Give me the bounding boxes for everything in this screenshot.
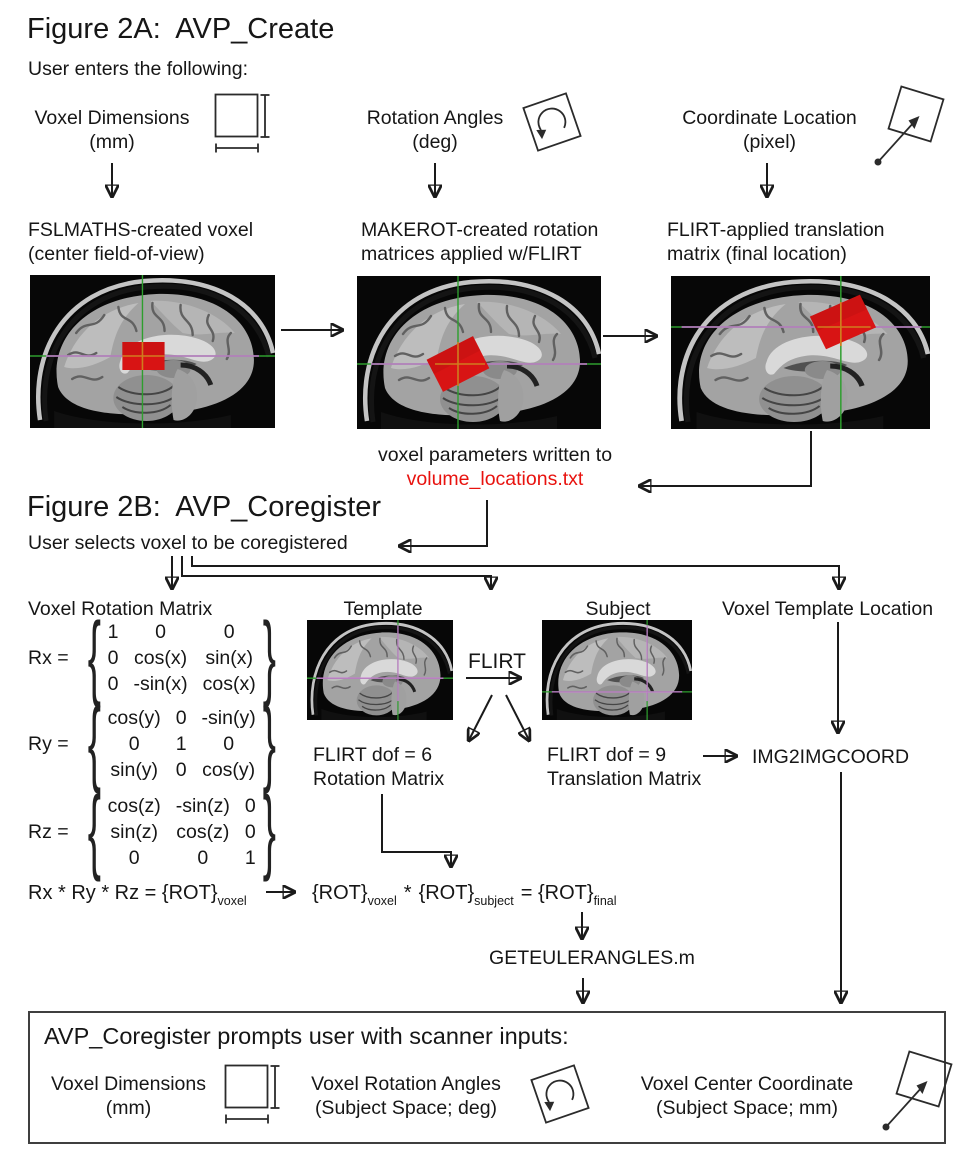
matrix-cell: 1 — [107, 621, 119, 643]
matrix-cell: cos(y) — [107, 707, 161, 729]
matrix-label: Rz = — [28, 820, 69, 843]
matrix-cell: 0 — [223, 621, 235, 643]
prompt-item-unit: (mm) — [105, 1097, 152, 1119]
dof-line: FLIRT dof = 6 — [313, 744, 433, 766]
arrow-note-to-coregister — [400, 500, 487, 546]
note-text: voxel parameters written to — [377, 444, 613, 466]
matrix-cell: 0 — [107, 647, 119, 669]
voxel-parameters-note — [345, 443, 645, 491]
matrix-cells — [107, 619, 257, 697]
equation-rhs — [312, 880, 617, 908]
step-line: matrix (final location) — [667, 243, 847, 265]
coordinate-location-icon — [866, 84, 948, 170]
dof-line: Rotation Matrix — [313, 768, 445, 790]
label-voxel-rotation-matrix: Voxel Rotation Matrix — [28, 598, 213, 620]
rotation-angles-icon — [524, 1058, 596, 1130]
matrix-cell: 0 — [128, 847, 140, 869]
matrix-cell: 0 — [107, 673, 119, 695]
label-flirt: FLIRT — [468, 650, 526, 673]
equation-lhs — [28, 880, 247, 908]
step-line: (center field-of-view) — [28, 243, 205, 265]
prompt-item-unit: (Subject Space; mm) — [655, 1097, 839, 1119]
matrix-cell: 1 — [244, 847, 256, 869]
equation-text: {ROT} — [418, 882, 475, 904]
equation-subscript: voxel — [217, 894, 247, 908]
matrix-cell: 1 — [175, 733, 187, 755]
matrix-cell: sin(y) — [110, 759, 159, 781]
branch-line-to-flirt — [182, 556, 491, 588]
matrix-cell: 0 — [175, 707, 187, 729]
label-subject: Subject — [585, 598, 651, 620]
step-fslmaths — [28, 218, 253, 266]
matrix-cell: cos(x) — [202, 673, 256, 695]
input-label: Coordinate Location — [682, 107, 857, 129]
matrix-cell: cos(y) — [202, 759, 256, 781]
step-line: matrices applied w/FLIRT — [361, 243, 582, 265]
matrix-cell: 0 — [244, 821, 256, 843]
label-voxel-template-location: Voxel Template Location — [722, 598, 934, 620]
brain-mri-subject — [542, 620, 692, 720]
matrix-cell: 0 — [175, 759, 187, 781]
matrix-cell: 0 — [128, 733, 140, 755]
input-voxel-dimensions — [22, 106, 202, 154]
prompt-item-voxel-center-coordinate — [626, 1072, 868, 1120]
matrix-label: Ry = — [28, 732, 69, 755]
equation-times: * — [403, 882, 412, 904]
voxel-overlay — [122, 342, 164, 370]
matrix-cell: 0 — [197, 847, 209, 869]
branch-line-to-voxel-template-location — [192, 556, 839, 588]
matrix-cell: 0 — [223, 733, 235, 755]
note-filename: volume_locations.txt — [406, 468, 584, 490]
prompt-item-label: Voxel Dimensions — [51, 1073, 206, 1095]
matrix-cell: -sin(y) — [201, 707, 256, 729]
input-unit: (deg) — [412, 131, 458, 153]
arrow-rotation-matrix-to-equation — [382, 794, 451, 866]
equation-subscript: subject — [474, 894, 514, 908]
matrix-cell: cos(z) — [107, 795, 161, 817]
label-flirt-dof6 — [313, 743, 444, 791]
label-flirt-dof9 — [547, 743, 701, 791]
dof-line: Translation Matrix — [547, 768, 702, 790]
prompt-item-label: Voxel Rotation Angles — [311, 1073, 501, 1095]
matrix-cell: -sin(z) — [175, 795, 230, 817]
rotation-matrix-rz — [28, 778, 276, 884]
matrix-cell: cos(x) — [134, 647, 188, 669]
label-img2imgcoord: IMG2IMGCOORD — [752, 746, 910, 768]
fig2a-title: Figure 2A: AVP_Create — [27, 13, 335, 45]
fig2b-subtitle: User selects voxel to be coregistered — [28, 532, 348, 554]
rotation-matrix-ry — [28, 690, 276, 796]
step-line: FLIRT-applied translation — [667, 219, 885, 241]
step-line: FSLMATHS-created voxel — [28, 219, 254, 241]
matrix-cells — [107, 793, 257, 871]
matrix-cell: -sin(x) — [133, 673, 188, 695]
input-coordinate-location — [672, 106, 867, 154]
prompt-item-unit: (Subject Space; deg) — [314, 1097, 498, 1119]
arrow-flirt-to-dof9 — [506, 695, 529, 740]
brain-mri-template — [307, 620, 453, 720]
step-line: MAKEROT-created rotation — [361, 219, 599, 241]
step-flirt-applied — [667, 218, 885, 266]
input-unit: (mm) — [89, 131, 135, 153]
brain-mri-makerot — [357, 276, 601, 429]
matrix-cell: sin(x) — [205, 647, 253, 669]
equation-text: = {ROT} — [520, 882, 594, 904]
matrix-brace-right: } — [262, 690, 276, 796]
fig2a-subtitle: User enters the following: — [28, 58, 249, 80]
prompt-box-title: AVP_Coregister prompts user with scanner inputs: — [44, 1023, 569, 1049]
matrix-brace-right: } — [262, 778, 276, 884]
matrix-label: Rx = — [28, 646, 69, 669]
fig2b-title: Figure 2B: AVP_Coregister — [27, 491, 382, 523]
matrix-brace-left: { — [87, 778, 101, 884]
label-geteulerangles: GETEULERANGLES.m — [489, 947, 695, 969]
arrow-img3-to-note — [640, 431, 811, 486]
label-template: Template — [343, 598, 423, 620]
matrix-cell: cos(z) — [176, 821, 230, 843]
prompt-item-voxel-rotation-angles — [296, 1072, 516, 1120]
prompt-item-voxel-dimensions — [36, 1072, 221, 1120]
equation-text: {ROT} — [312, 882, 368, 904]
rotation-angles-icon — [516, 86, 588, 158]
matrix-brace-left: { — [87, 604, 101, 710]
matrix-brace-left: { — [87, 690, 101, 796]
dof-line: FLIRT dof = 9 — [547, 744, 667, 766]
brain-mri-fslmaths — [30, 275, 275, 428]
prompt-item-label: Voxel Center Coordinate — [640, 1073, 854, 1095]
matrix-cell: 0 — [244, 795, 256, 817]
step-makerot — [361, 218, 598, 266]
equation-subscript: final — [593, 894, 617, 908]
voxel-dimensions-icon — [224, 1064, 282, 1126]
input-rotation-angles — [345, 106, 525, 154]
arrow-flirt-to-dof6 — [469, 695, 492, 740]
matrix-cell: sin(z) — [110, 821, 159, 843]
input-label: Voxel Dimensions — [34, 107, 190, 129]
matrix-brace-right: } — [262, 604, 276, 710]
input-label: Rotation Angles — [366, 107, 504, 129]
input-unit: (pixel) — [742, 131, 797, 153]
equation-text: Rx * Ry * Rz = {ROT} — [28, 882, 218, 904]
brain-mri-flirt-applied — [671, 276, 930, 429]
matrix-cells — [107, 705, 257, 783]
coordinate-location-icon — [874, 1048, 956, 1136]
matrix-cell: 0 — [155, 621, 166, 643]
voxel-dimensions-icon — [214, 93, 272, 155]
equation-subscript: voxel — [367, 894, 397, 908]
